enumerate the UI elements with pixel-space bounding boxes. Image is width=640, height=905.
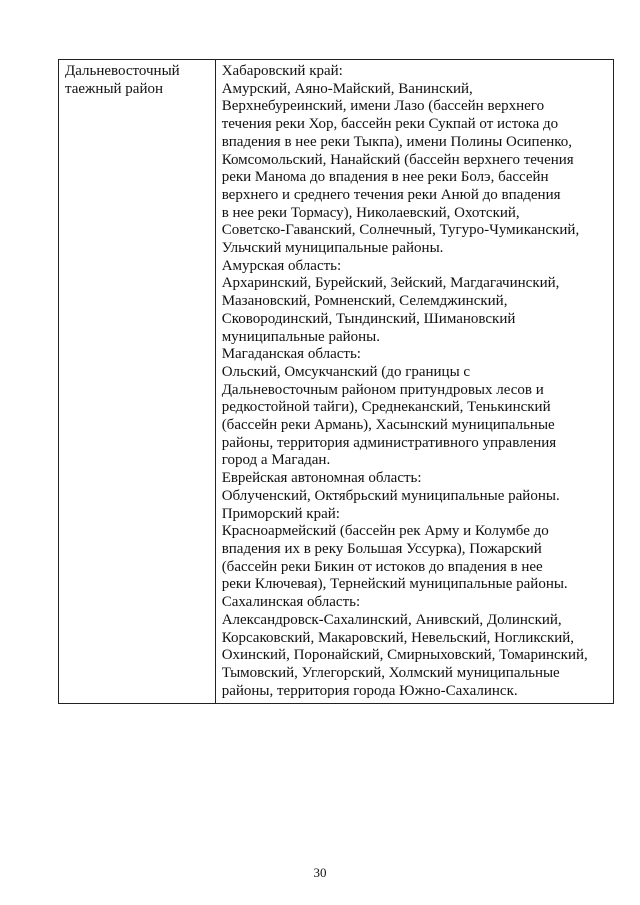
- areas-text-line: муниципальные районы.: [221, 328, 380, 345]
- areas-text-line: Дальневосточным районом притундровых лесов и: [221, 381, 544, 398]
- areas-text-line: Приморский край:: [221, 505, 340, 522]
- areas-text-line: Советско-Гаванский, Солнечный, Тугуро-Чумиканский,: [221, 222, 580, 239]
- areas-text-line: Еврейская автономная область:: [221, 470, 422, 487]
- areas-text-line: течения реки Хор, бассейн реки Сукпай от истока до: [221, 116, 559, 133]
- areas-text-line: Охинский, Поронайский, Смирныховский, Томаринский,: [221, 647, 588, 664]
- areas-text-line: Амурский, Аяно-Майский, Ванинский,: [221, 80, 473, 97]
- areas-text-line: Сковородинский, Тындинский, Шимановский: [221, 310, 516, 327]
- areas-text-line: Ульчский муниципальные районы.: [221, 240, 444, 257]
- administrative-areas-text: [222, 63, 609, 700]
- areas-text-line: (бассейн реки Армань), Хасынский муниципальные: [221, 417, 555, 434]
- areas-text-line: город а Магадан.: [221, 452, 331, 469]
- areas-text-line: Красноармейский (бассейн рек Арму и Колумбе до: [221, 523, 549, 540]
- areas-text-line: в нее реки Тормасу), Николаевский, Охотский,: [221, 204, 520, 221]
- areas-text-line: впадения их в реку Большая Уссурка), Пожарский: [221, 540, 542, 557]
- forest-regions-table: [58, 59, 614, 704]
- areas-text-line: Верхнебуреинский, имени Лазо (бассейн верхнего: [221, 98, 545, 115]
- administrative-areas-cell: [215, 60, 613, 704]
- areas-text-line: районы, территория города Южно-Сахалинск.: [221, 682, 518, 699]
- areas-text-line: Облученский, Октябрьский муниципальные районы.: [221, 487, 560, 504]
- areas-text-line: Комсомольский, Нанайский (бассейн верхнего течения: [221, 151, 574, 168]
- forest-zone-name: Дальневосточный таежный район: [65, 63, 180, 97]
- table-row: [59, 60, 614, 704]
- areas-text-line: верхнего и среднего течения реки Анюй до впадения: [221, 186, 561, 203]
- areas-text-line: Хабаровский край:: [221, 63, 343, 79]
- areas-text-line: редкостойной тайги), Среднеканский, Тенькинский: [221, 399, 551, 416]
- forest-zone-cell: [59, 60, 216, 704]
- areas-text-line: Магаданская область:: [221, 346, 361, 363]
- page-number: 30: [313, 865, 327, 880]
- areas-text-line: реки Ключевая), Тернейский муниципальные районы.: [221, 576, 568, 593]
- areas-text-line: Сахалинская область:: [221, 594, 361, 611]
- areas-text-line: впадения в нее реки Тыкпа), имени Полины Осипенко,: [221, 133, 573, 150]
- areas-text-line: (бассейн реки Бикин от истоков до впадения в нее: [221, 558, 543, 575]
- areas-text-line: Архаринский, Бурейский, Зейский, Магдагачинский,: [221, 275, 560, 292]
- areas-text-line: Мазановский, Ромненский, Селемджинский,: [221, 293, 508, 310]
- areas-text-line: Тымовский, Углегорский, Холмский муниципальные: [221, 664, 560, 681]
- areas-text-line: районы, территория административного управления: [221, 434, 557, 451]
- areas-text-line: Ольский, Омсукчанский (до границы с: [221, 363, 471, 380]
- areas-text-line: Корсаковский, Макаровский, Невельский, Ногликский,: [221, 629, 575, 646]
- areas-text-line: реки Манома до впадения в нее реки Болэ, бассейн: [221, 169, 549, 186]
- areas-text-line: Амурская область:: [221, 257, 342, 274]
- areas-text-line: Александровск-Сахалинский, Анивский, Долинский,: [221, 611, 562, 628]
